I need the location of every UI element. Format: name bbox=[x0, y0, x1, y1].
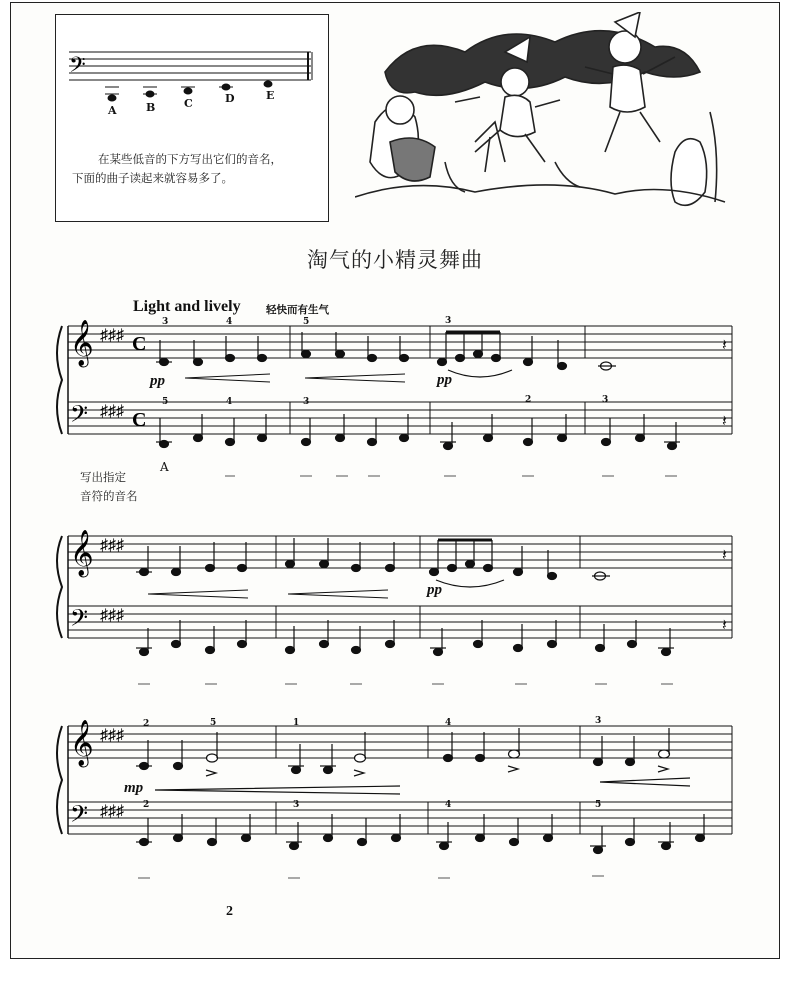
note-name-E: E bbox=[266, 89, 275, 102]
instruction-line-2: 音符的音名 bbox=[80, 489, 138, 503]
fingering: 5 bbox=[162, 397, 169, 407]
page-number: 2 bbox=[226, 904, 233, 919]
bass-clef-icon: 𝄢 bbox=[70, 402, 89, 433]
key-sharps-bass: ♯♯♯ bbox=[100, 803, 124, 820]
key-sharps-treble: ♯♯♯ bbox=[100, 537, 124, 554]
dynamic-mp: mp bbox=[124, 780, 144, 796]
instruction-line-1: 写出指定 bbox=[80, 470, 126, 484]
tempo-marking: Light and lively bbox=[133, 298, 241, 315]
fingering: 3 bbox=[162, 317, 169, 327]
brace-icon bbox=[57, 326, 62, 434]
svg-text:𝄽: 𝄽 bbox=[722, 413, 727, 430]
fingering: 2 bbox=[143, 719, 150, 729]
fingering: 5 bbox=[210, 718, 217, 728]
instruction-text bbox=[80, 468, 138, 506]
slur bbox=[436, 580, 504, 587]
common-time-icon: C bbox=[132, 409, 147, 431]
treble-clef-icon: 𝄞 bbox=[70, 530, 94, 575]
note-name-C: C bbox=[184, 97, 193, 110]
dynamic-pp: pp bbox=[150, 373, 165, 389]
fingering: 4 bbox=[445, 718, 452, 728]
fingering: 3 bbox=[602, 395, 609, 405]
common-time-icon: C bbox=[132, 333, 147, 355]
fingering: 2 bbox=[525, 395, 532, 405]
fingering: 5 bbox=[595, 800, 602, 810]
fingering: 4 bbox=[445, 800, 452, 810]
fingering: 3 bbox=[595, 716, 602, 726]
dynamic-pp: pp bbox=[427, 582, 442, 598]
fingering: 1 bbox=[293, 718, 300, 728]
bass-clef-icon: 𝄢 bbox=[69, 53, 86, 82]
note-name-B: B bbox=[146, 101, 156, 114]
bass-clef-icon: 𝄢 bbox=[70, 802, 89, 833]
key-sharps-treble: ♯♯♯ bbox=[100, 327, 124, 344]
key-sharps-bass: ♯♯♯ bbox=[100, 607, 124, 624]
piece-title: 淘气的小精灵舞曲 bbox=[307, 248, 483, 272]
system-3 bbox=[50, 718, 740, 888]
note-name-A: A bbox=[108, 104, 117, 117]
fingering: 5 bbox=[303, 317, 310, 327]
fingering: 4 bbox=[226, 317, 233, 327]
fingering: 2 bbox=[143, 800, 150, 810]
svg-text:𝄽: 𝄽 bbox=[722, 617, 727, 634]
treble-clef-icon: 𝄞 bbox=[70, 320, 94, 365]
example-note-name: A bbox=[160, 460, 169, 474]
fingering: 3 bbox=[303, 397, 310, 407]
bass-note-example bbox=[55, 14, 327, 144]
dynamic-pp: pp bbox=[437, 372, 452, 388]
note-name-D: D bbox=[225, 92, 235, 105]
system-2 bbox=[50, 528, 740, 693]
fingering: 3 bbox=[445, 316, 452, 326]
bass-clef-icon: 𝄢 bbox=[70, 606, 89, 637]
svg-text:𝄽: 𝄽 bbox=[722, 547, 727, 564]
goblin-illustration bbox=[355, 12, 735, 217]
svg-text:𝄽: 𝄽 bbox=[722, 337, 727, 354]
key-sharps-treble: ♯♯♯ bbox=[100, 727, 124, 744]
key-sharps-bass: ♯♯♯ bbox=[100, 403, 124, 420]
caption-line-2: 下面的曲子读起来就容易多了。 bbox=[72, 171, 233, 185]
treble-clef-icon: 𝄞 bbox=[70, 720, 94, 765]
brace-icon bbox=[57, 536, 62, 638]
fingering: 3 bbox=[293, 800, 300, 810]
fingering: 4 bbox=[226, 397, 233, 407]
tempo-marking-cn: 轻快而有生气 bbox=[266, 304, 329, 316]
system-1 bbox=[50, 318, 740, 478]
brace-icon bbox=[57, 726, 62, 834]
box-caption bbox=[72, 150, 322, 188]
caption-line-1: 在某些低音的下方写出它们的音名， bbox=[98, 152, 282, 166]
slur bbox=[448, 370, 512, 377]
